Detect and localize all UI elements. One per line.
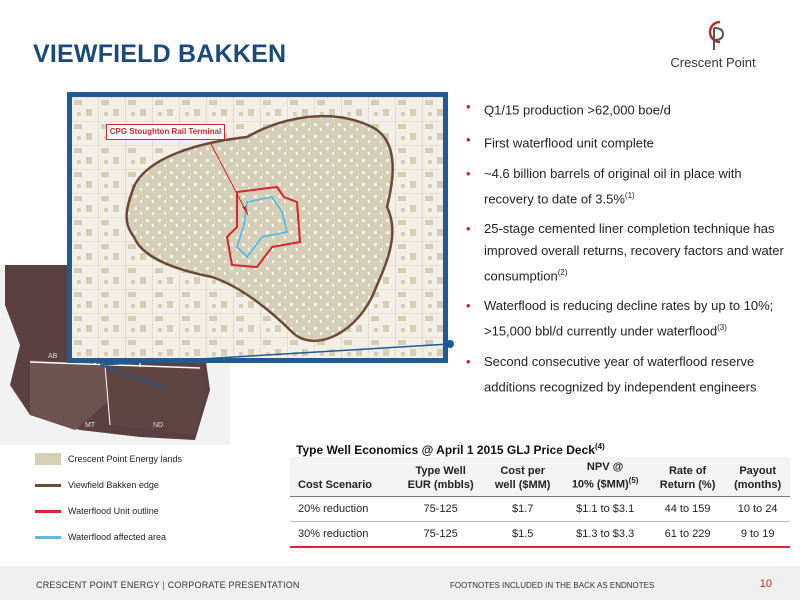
footer-company: CRESCENT POINT ENERGY | CORPORATE PRESENTATION — [36, 580, 300, 590]
crescent-point-logo-icon — [703, 18, 727, 52]
table-title: Type Well Economics @ April 1 2015 GLJ Price Deck$^{(4)}$ — [296, 442, 605, 457]
lands-swatch — [35, 453, 61, 465]
table-cell: 61 to 229 — [650, 521, 725, 547]
table-cell: 75-125 — [396, 496, 485, 521]
table-cell: 9 to 19 — [725, 521, 790, 547]
table-header-row — [290, 457, 790, 496]
bullet-item: • Second consecutive year of waterflood reserve additions recognized by independent engineers — [466, 351, 786, 398]
inset-label-ab: AB — [48, 353, 58, 360]
bullet-item: • Waterflood is reducing decline rates by up to 10%; >15,000 bbl/d currently under waterflood$^{(3)}$ — [466, 295, 786, 342]
table-cell: 75-125 — [396, 521, 485, 547]
col-header: Rate of Return (%) — [659, 464, 716, 491]
table-row — [290, 521, 790, 547]
connector-line — [90, 340, 470, 400]
page-title: VIEWFIELD BAKKEN — [33, 40, 287, 68]
table-cell: $1.5 — [485, 521, 560, 547]
bullet-list — [466, 96, 786, 406]
bullet-item: • 25-stage cemented liner completion technique has improved overall returns, recovery factors and water consumption$^{(2)}$ — [466, 218, 786, 287]
bullet-item: • First waterflood unit complete — [466, 129, 786, 154]
table-cell: 20% reduction — [290, 496, 396, 521]
waterflood-swatch — [35, 536, 61, 539]
col-header: Payout (months) — [734, 464, 782, 491]
page-number: 10 — [759, 578, 772, 590]
economics-table — [290, 457, 790, 548]
unit-swatch — [35, 510, 61, 513]
table-cell: 30% reduction — [290, 521, 396, 547]
company-logo — [648, 18, 778, 78]
bullet-item: • ~4.6 billion barrels of original oil in place with recovery to date of 3.5%$^{(1)}$ — [466, 163, 786, 210]
col-header: Cost Scenario — [298, 478, 372, 491]
col-header: NPV @ 10% ($MM)$^{(5)}$ — [571, 461, 639, 491]
col-header: Type Well EUR (mbbls) — [407, 464, 474, 491]
footer — [0, 566, 800, 600]
inset-label-nd: ND — [153, 422, 164, 429]
table-cell: $1.1 to $3.1 — [560, 496, 649, 521]
edge-swatch — [35, 484, 61, 487]
logo-text: Crescent Point — [670, 55, 756, 70]
table-cell: 44 to 159 — [650, 496, 725, 521]
inset-label-mt: MT — [85, 422, 96, 429]
footer-note: FOOTNOTES INCLUDED IN THE BACK AS ENDNOTES — [450, 581, 655, 590]
bullet-item: • Q1/15 production >62,000 boe/d — [466, 96, 786, 121]
table-row — [290, 496, 790, 521]
table-cell: $1.3 to $3.3 — [560, 521, 649, 547]
table-cell: 10 to 24 — [725, 496, 790, 521]
col-header: Cost per well ($MM) — [494, 464, 551, 491]
table-cell: $1.7 — [485, 496, 560, 521]
map-callout: CPG Stoughton Rail Terminal — [106, 124, 225, 140]
